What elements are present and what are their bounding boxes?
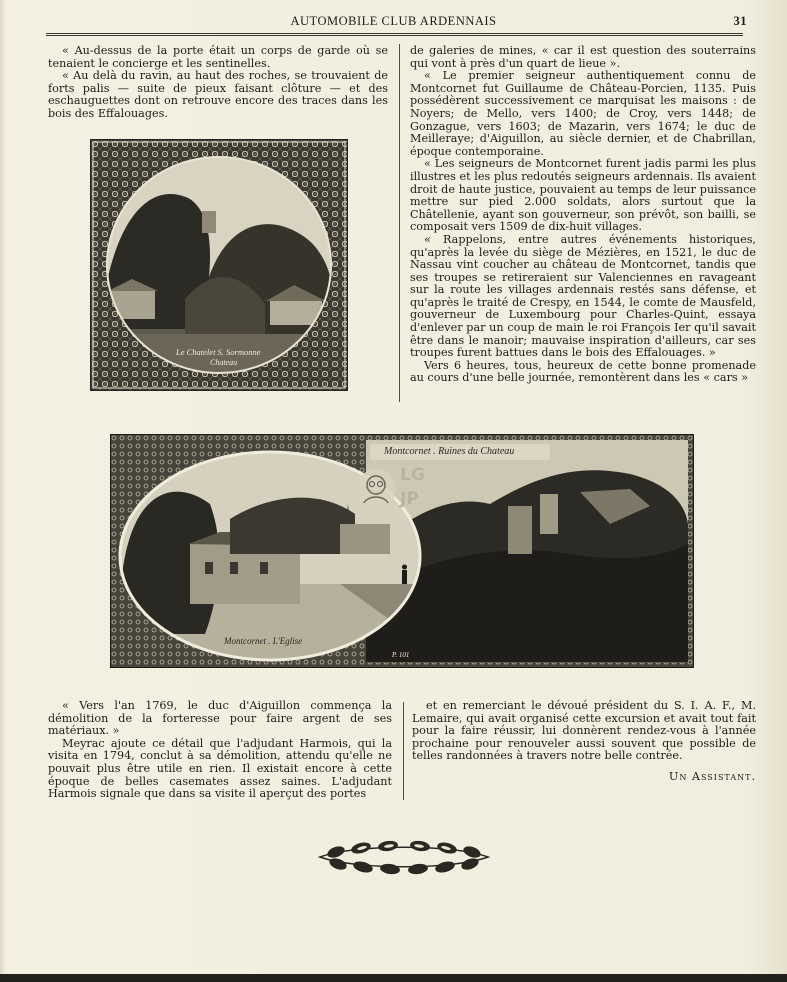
laurel-ornament-icon	[316, 834, 492, 880]
paragraph: « Les seigneurs de Montcornet furent jadis parmi les plus illustres et les plus redoutés seigneurs ardennais. Ils avaient droit de haute justice, pouvaient au temps de leur puissance mettre sur pied 2.000 soldats, alors surtout que la Châtellenie, ayant son gouverneur, son prévôt, son bailli, se composait vers 1509 de dix-huit villages.	[410, 157, 756, 234]
paragraph: « Au delà du ravin, au haut des roches, se trouvaient de forts palis — suite de pieux faisant clôture — et des eschauguettes dont on retrouve encore des traces dans les bois des Effalouages.	[48, 69, 388, 120]
left-bottom-column	[48, 700, 392, 801]
page-bottom-edge	[0, 974, 787, 982]
right-bottom-column	[412, 700, 756, 784]
running-header	[40, 14, 747, 30]
left-top-column	[48, 45, 388, 121]
paragraph: Meyrac ajoute ce détail que l'adjudant Harmois, qui la visita en 1794, conclut à sa démolition, attendu qu'elle ne pouvait plus être utile en rien. Il existait encore à cette époque de belles casemates assez saines. L'adjudant Harmois signale que dans sa visite il aperçut des portes	[48, 736, 392, 801]
right-top-column	[410, 45, 756, 385]
paragraph: de galeries de mines, « car il est question des souterrains qui vont à près d'un quart de lieue ».	[410, 44, 756, 70]
watermark-logo	[354, 463, 434, 519]
photo-montcornet-top-caption: Montcornet . Ruines du Chateau	[384, 446, 515, 457]
header-rule-thin	[46, 35, 743, 36]
signature: Un Assistant.	[668, 769, 756, 783]
photo-chatelet-caption-2: Chateau	[210, 358, 238, 367]
paragraph: « Au-dessus de la porte était un corps de garde où se tenaient le concierge et les sentinelles.	[48, 44, 388, 70]
photo-plate-number: P. 101	[392, 651, 410, 659]
paragraph: Vers 6 heures, tous, heureux de cette bonne promenade au cours d'une belle journée, remontèrent dans les « cars »	[410, 358, 756, 385]
watermark-letters-top: LG	[400, 465, 425, 485]
leaf-ornament	[316, 834, 492, 880]
page-number: 31	[733, 14, 747, 28]
photo-montcornet-left-caption: Montcornet . L'Eglise	[224, 636, 303, 646]
column-divider	[399, 44, 400, 402]
paragraph: « Le premier seigneur authentiquement connu de Montcornet fut Guillaume de Château-Porcien, 1135. Puis possédèrent successivement ce marquisat les maisons : de Noyers; de Mello, vers 1400; de Croy, vers 1448; de Gonzague, vers 1603; de Mazarin, vers 1674; le duc de Meilleraye; d'Aiguillon, au siècle dernier, et de Chabrillan, époque contemporaine.	[410, 69, 756, 158]
paragraph: et en remerciant le dévoué président du S. I. A. F., M. Lemaire, qui avait organisé cette excursion et avait tout fait pour la faire réussir, lui donnèrent rendez-vous à l'année prochaine pour renouveler aussi souvent que possible de telles randonnées à travers notre belle contrée.	[412, 699, 756, 763]
paragraph: « Rappelons, entre autres événements historiques, qu'après la levée du siège de Mézières, en 1521, le duc de Nassau vint coucher au château de Montcornet, tandis que ses troupes se retireraient sur Valenciennes en ravageant sur la route les villages ardennais restés sans défense, et qu'après le traité de Crespy, en 1544, le comte de Mausfeld, gouverneur de Luxembourg pour Charles-Quint, essaya d'enlever par un coup de main le roi François Ier qu'il savait être dans le manoir; mauvaise inspiration d'ailleurs, car ses troupes furent battues dans le bois des Effalouages. »	[410, 232, 756, 360]
paragraph: « Vers l'an 1769, le duc d'Aiguillon commença la démolition de la forteresse pour faire argent de ses matériaux. »	[48, 699, 392, 738]
column-divider-bottom	[403, 702, 404, 800]
photo-chatelet-caption: Le Chatelet S. Sormonne	[176, 347, 261, 357]
watermark-letters-bottom: JP	[400, 489, 419, 509]
header-rule	[46, 33, 743, 34]
header-title: AUTOMOBILE CLUB ARDENNAIS	[290, 14, 497, 28]
photo-chatelet	[90, 139, 348, 391]
